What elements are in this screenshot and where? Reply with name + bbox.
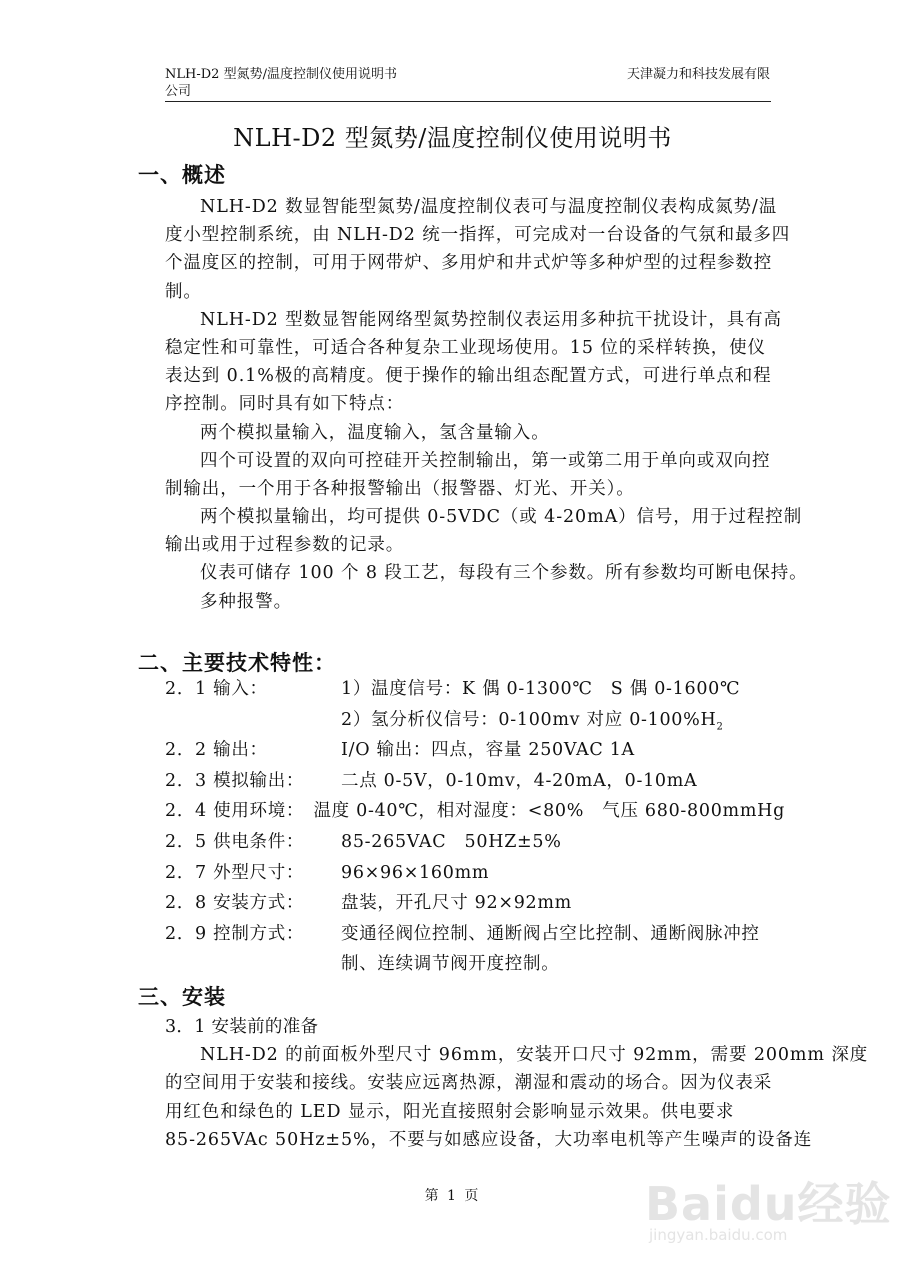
subscript: 2: [716, 721, 724, 733]
text-line: 序控制。同时具有如下特点：: [165, 394, 405, 415]
spec-value: 温度 0-40℃，相对湿度：<80% 气压 680-800mmHg: [313, 801, 785, 822]
header-wrap: 公司: [165, 84, 192, 99]
specs-table: [165, 674, 785, 980]
text-line: 稳定性和可靠性，可适合各种复杂工业现场使用。15 位的采样转换，使仪: [165, 337, 766, 358]
section-heading-overview: 一、概述: [138, 162, 226, 187]
spec-value: 2）氢分析仪信号：0-100mv 对应 0-100%H: [341, 709, 717, 730]
text-line: 个温度区的控制，可用于网带炉、多用炉和井式炉等多种炉型的过程参数控: [165, 253, 773, 274]
spec-row: [165, 705, 785, 736]
text-line: 85-265VAc 50Hz±5%，不要与如感应设备，大功率电机等产生噪声的设备连: [165, 1129, 813, 1150]
text-line: 制。: [165, 281, 202, 302]
text-line: 的空间用于安装和接线。安装应远离热源，潮湿和震动的场合。因为仪表采: [165, 1073, 773, 1094]
text-line: 表达到 0.1%极的高精度。便于操作的输出组态配置方式，可进行单点和程: [165, 366, 772, 387]
text-line: 仪表可储存 100 个 8 段工艺，每段有三个参数。所有参数均可断电保持。: [200, 563, 808, 584]
text-line: 用红色和绿色的 LED 显示，阳光直接照射会影响显示效果。供电要求: [165, 1101, 735, 1122]
spec-key: [165, 705, 341, 736]
header-doc-title: NLH-D2 型氮势/温度控制仪使用说明书: [165, 67, 397, 82]
spec-key: 2．1 输入：: [165, 679, 268, 699]
spec-key: 2．5 供电条件：: [165, 831, 305, 852]
text-line: NLH-D2 型数显智能网络型氮势控制仪表运用多种抗干扰设计，具有高: [200, 309, 782, 330]
page-number: 第 1 页: [424, 1188, 481, 1204]
spec-value: 96×96×160mm: [341, 862, 490, 883]
subsection-heading: 3．1 安装前的准备: [165, 1017, 319, 1037]
spec-value: 85-265VAC 50HZ±5%: [341, 831, 562, 852]
watermark-logo: Baidu经验: [645, 1177, 892, 1231]
spec-row: [165, 919, 785, 950]
text-line: 多种报警。: [200, 591, 292, 612]
spec-key: 2．3 模拟输出：: [165, 770, 305, 791]
text-line: 两个模拟量输入，温度输入，氢含量输入。: [200, 422, 550, 443]
header-company: 天津凝力和科技发展有限: [626, 67, 770, 82]
spec-row: [165, 949, 785, 980]
spec-value: 1）温度信号：K 偶 0-1300℃ S 偶 0-1600℃: [341, 679, 741, 699]
header-left: [165, 66, 465, 100]
text-line: NLH-D2 的前面板外型尺寸 96mm，安装开口尺寸 92mm，需要 200mm 深度: [200, 1045, 869, 1066]
text-line: 输出或用于过程参数的记录。: [165, 535, 405, 556]
spec-row: [165, 674, 785, 705]
watermark-url: jingyan.baidu.com: [649, 1226, 788, 1244]
spec-key: 2．7 外型尺寸：: [165, 862, 305, 883]
spec-value: 盘装，开孔尺寸 92×92mm: [341, 893, 572, 914]
text-line: 度小型控制系统，由 NLH-D2 统一指挥，可完成对一台设备的气氛和最多四: [165, 225, 791, 246]
install-body: [165, 1013, 869, 1154]
spec-value: I/O 输出：四点，容量 250VAC 1A: [341, 740, 635, 761]
spec-row: [165, 827, 785, 858]
text-line: NLH-D2 数显智能型氮势/温度控制仪表可与温度控制仪表构成氮势/温: [200, 197, 778, 217]
spec-key: 2．2 输出：: [165, 740, 268, 761]
spec-key: [165, 949, 341, 980]
spec-row: [165, 888, 785, 919]
section-heading-install: 三、安装: [138, 984, 226, 1009]
spec-row: [165, 858, 785, 889]
spec-key: 2．4 使用环境：: [165, 801, 305, 822]
text-line: 四个可设置的双向可控硅开关控制输出，第一或第二用于单向或双向控: [200, 450, 771, 471]
spec-row: [165, 735, 785, 766]
overview-body: [165, 193, 808, 616]
text-line: 两个模拟量输出，均可提供 0-5VDC（或 4-20mA）信号，用于过程控制: [200, 507, 803, 528]
spec-row: [165, 766, 785, 797]
spec-key: 2．8 安装方式：: [165, 893, 305, 914]
spec-key: 2．9 控制方式：: [165, 923, 305, 944]
baidu-watermark: [645, 1168, 892, 1244]
spec-value: 变通径阀位控制、通断阀占空比控制、通断阀脉冲控: [341, 923, 760, 944]
spec-value: 二点 0-5V，0-10mv，4-20mA，0-10mA: [341, 770, 698, 791]
text-line: 制输出，一个用于各种报警输出（报警器、灯光、开关）。: [165, 478, 635, 499]
spec-row: [165, 796, 785, 827]
spec-value: 制、连续调节阀开度控制。: [341, 954, 560, 975]
section-heading-specs: 二、主要技术特性：: [138, 650, 336, 675]
header-divider: [165, 101, 771, 102]
document-title: NLH-D2 型氮势/温度控制仪使用说明书: [233, 124, 672, 152]
